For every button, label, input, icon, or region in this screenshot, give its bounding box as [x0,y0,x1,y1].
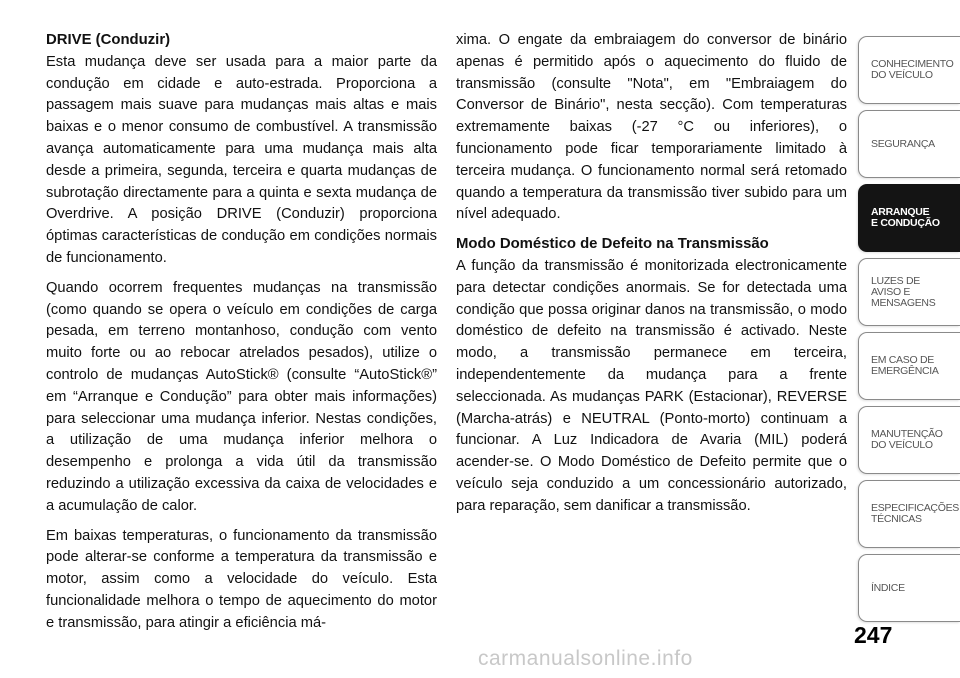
paragraph-frequent-shifts: Quando ocorrem frequentes mudanças na transmissão (como quando se opera o veículo em condições de carga pesada, em terreno montanhoso, condução com vento muito forte ou ao rebocar atrelados pesados), utilize o controlo de mudanças AutoStick® (consulte “AutoStick®” em “Arranque e Condução” para obter mais informações) para seleccionar uma mudança inferior. Nestas condições, a utilização de uma mudança inferior melhora o desempenho e prolonga a vida útil da transmissão reduzindo a utilização excessiva da caixa de velocidades e a acumulação de calor. [46,279,437,514]
tab-manutencao-do-veiculo[interactable]: MANUTENÇÃO DO VEÍCULO [858,406,960,474]
paragraph-drive: Esta mudança deve ser usada para a maior parte da condução em cidade e auto-estrada. Proporciona a passagem mais suave para mudanças mais altas e mais baixas e o menor consumo de combustível. A transmissão avança automaticamente para uma mudança mais alta desde a primeira, segunda, terceira e quarta mudanças de subrotação directamente para a quinta e sexta mudança de Overdrive. A posição DRIVE (Conduzir) proporciona óptimas características de condução em condições normais de funcionamento. [46,53,437,266]
tab-especificacoes-tecnicas[interactable]: ESPECIFICAÇÕES TÉCNICAS [858,480,960,548]
page-number: 247 [854,622,893,648]
paragraph-limp-mode: A função da transmissão é monitorizada electronicamente para detectar condições anormais. Se for detectada uma condição que possa originar danos na transmissão, o modo doméstico de defeito na transmissão é activado. Neste modo, a transmissão permanece em terceira, independentemente da mudança para a frente seleccionada. As mudanças PARK (Estacionar), REVERSE (Marcha-atrás) e NEUTRAL (Ponto-morto) continuam a funcionar. A Luz Indicadora de Avaria (MIL) poderá acender-se. O Modo Doméstico de Defeito permite que o veículo seja conduzido a um concessionário autorizado, para reparação, sem danificar a transmissão. [456,257,847,514]
heading-limp-mode: Modo Doméstico de Defeito na Transmissão [456,236,769,253]
right-column [456,30,847,526]
tab-indice[interactable]: ÍNDICE [858,554,960,622]
paragraph-cold-temperatures: Em baixas temperaturas, o funcionamento da transmissão pode alterar-se conforme a temperatura da transmissão e motor, assim como a velocidade do veículo. Esta funcionalidade melhora o tempo de aquecimento do motor e transmissão, para atingir a eficiência má- [46,527,437,631]
tab-seguranca[interactable]: SEGURANÇA [858,110,960,178]
tab-luzes-de-aviso[interactable]: LUZES DE AVISO E MENSAGENS [858,258,960,326]
watermark: carmanualsonline.info [478,647,693,670]
paragraph-cold-temperatures-continued: xima. O engate da embraiagem do conversor de binário apenas é permitido após o aquecimento do fluido de transmissão (consulte "Nota", em "Embraiagem do Conversor de Binário", nesta secção). Com temperaturas extremamente baixas (-27 °C ou inferiores), o funcionamento pode ficar temporariamente limitado à terceira mudança. O funcionamento normal será retomado quando a temperatura da transmissão tiver subido para um nível adequado. [456,32,847,223]
left-column [46,30,437,643]
heading-drive: DRIVE (Conduzir) [46,32,171,48]
tab-em-caso-de-emergencia[interactable]: EM CASO DE EMERGÊNCIA [858,332,960,400]
tab-arranque-e-conducao[interactable]: ARRANQUE E CONDUÇÃO [858,184,960,252]
tab-conhecimento-do-veiculo[interactable]: CONHECIMENTO DO VEÍCULO [858,36,960,104]
